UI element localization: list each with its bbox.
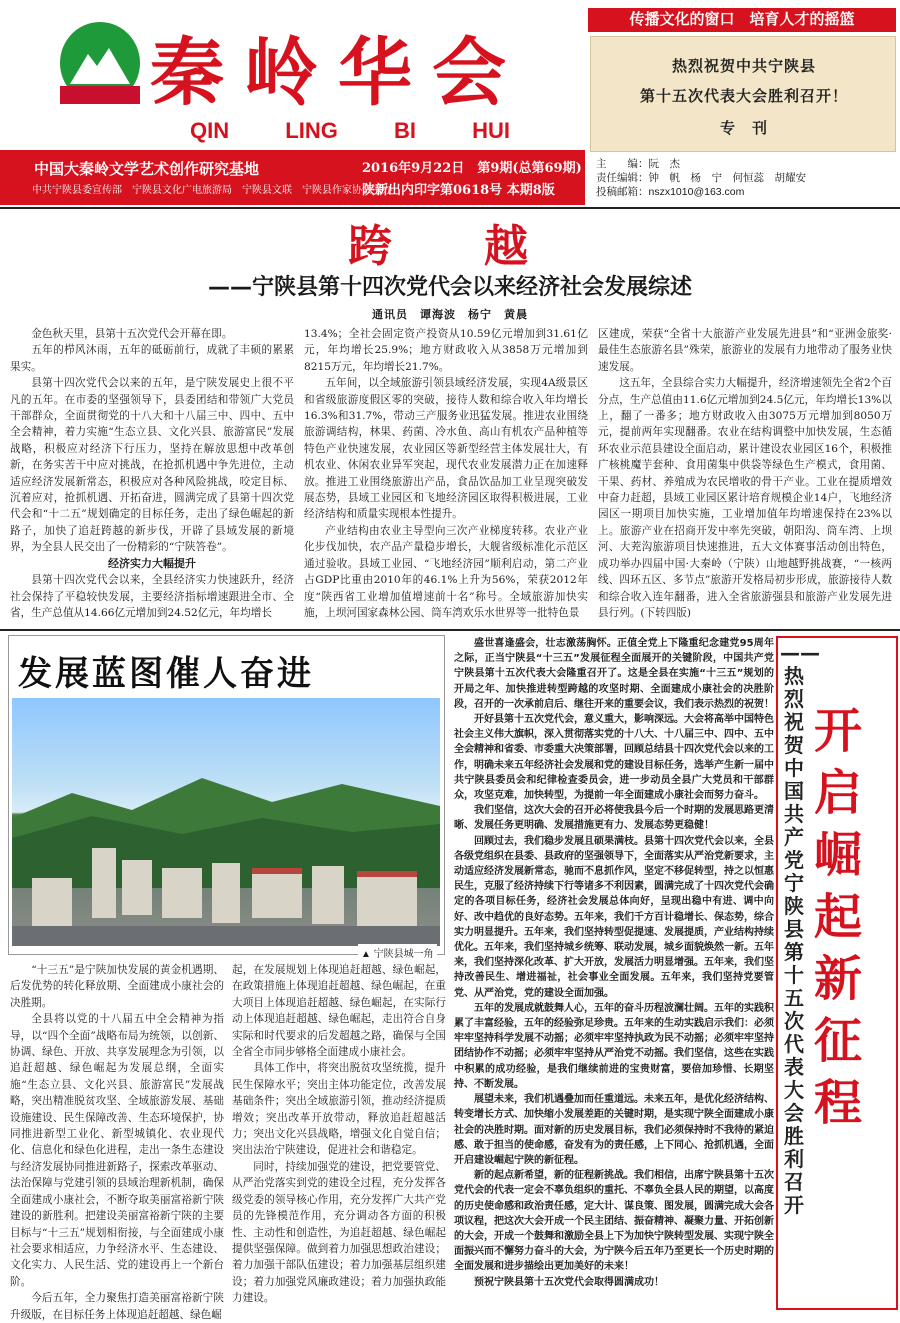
newspaper-title: 秦岭华会 — [150, 30, 526, 116]
staff-email: 投稿邮箱：nszx1010@163.com — [596, 186, 745, 198]
paragraph: 回顾过去，我们稳步发展且硕果满枝。县第十四次党代会以来，全县各级党组织在县委、县政府的坚强领导下，全面落实从严治党新要求，主动适应经济发展新常态，驰而不息抓作风，坚定不移促转型，持之以恒惠民生，克服了经济持续下行等诸多不利因素，圆满完成了十四次党代会确定的各项目标任务，经济社会发展总体向好，呈现出稳中有进、调中向好、改中趋优的良好态势。五年来，我们千方百计稳增长、保态势，综合实力明显提升。五年来，我们坚持转型促提速、发展提质，产业结构持续优化。五年来，我们坚持城乡统筹、联动发展，城乡面貌焕然一新。五年来，我们坚持深化改革、扩大开放，发展活力明显增强。五年来，我们坚持改善民生、增进福祉，社会事业全面发展。五年来，我们坚持党要管党、从严治党，党的建设全面加强。 — [454, 835, 774, 999]
newspaper-title-en — [190, 118, 510, 144]
slogan-bar: 传播文化的窗口 培育人才的摇篮 — [588, 8, 896, 32]
org-sponsors: 中共宁陕县委宣传部 宁陕县文化广电旅游局 宁陕县文联 宁陕县作家协会主办 — [32, 185, 392, 196]
title-en-word: HUI — [472, 118, 510, 143]
masthead — [0, 0, 900, 205]
article-subhead: ——宁陕县第十四次党代会以来经济社会发展综述 — [207, 275, 692, 300]
paragraph: 具体工作中，将突出脱贫攻坚统揽，提升民生保障水平；突出主体功能定位，改善发展基础条件；突出全域旅游引领，推动经济提质增效；突出改革开放带动，释放追赶超越活力；突出文化兴县战略，增强文化自觉自信；突出法治宁陕建设，促进社会和谐稳定。 — [232, 1062, 446, 1157]
paragraph: 起，在发展规划上体现追赶超越、绿色崛起，在政策措施上体现追赶超越、绿色崛起，在重大项目上体现追赶超越、绿色崛起，在实际行动上体现追赶超越、绿色崛起，走出符合自身实际和时代要求的后发超越之路，确保与全国全省全市同步够格全面建成小康社会。 — [232, 964, 446, 1059]
editorial-text — [454, 636, 774, 1308]
paragraph: 五年的栉风沐雨，五年的砥砺前行，成就了丰硕的累累果实。 — [10, 344, 294, 373]
issue-registration: 陕新出内印字第0618号 本期8版 — [362, 183, 555, 198]
paragraph: “十三五”是宁陕加快发展的黄金机遇期、后发优势的转化释放期、全面建成小康社会的决胜期。 — [10, 964, 224, 1009]
article-byline: 通讯员 谭海波 杨宁 黄晨 — [372, 308, 528, 321]
section-subhead: 经济实力大幅提升 — [108, 556, 196, 570]
article-column-1 — [10, 326, 294, 626]
congrats-line: 热烈祝贺中共宁陕县 — [671, 57, 816, 75]
issue-date: 2016年9月22日 第9期(总第69期) — [362, 161, 582, 176]
paragraph: 五年的发展成就鼓舞人心，五年的奋斗历程波澜壮阔。五年的实践积累了丰富经验，五年的经验弥足珍贵。五年来的生动实践启示我们：必须牢牢坚持科学发展不动摇；必须牢牢坚持执政为民不动摇；必须牢牢坚持团结协作不动摇；必须牢牢坚持从严治党不动摇。我们坚信，这些在实践中积累的成功经验，是我们继续前进的宝贵财富，要倍加珍惜、长期坚持、不断发展。 — [454, 1002, 774, 1090]
lower-article-column-1 — [10, 962, 224, 1321]
section-divider — [0, 629, 900, 631]
town-scene-illustration — [12, 698, 440, 946]
staff-editor-in-chief: 主 编：阮 杰 — [596, 158, 680, 170]
county-town-photo — [12, 698, 440, 946]
article-column-3 — [598, 326, 892, 626]
paragraph: 展望未来，我们机遇叠加而任重道远。未来五年，是优化经济结构、转变增长方式、加快缩小发展差距的关键时期，是实现宁陕全面建成小康社会的决胜时期。面对新的历史发展目标，我们必须保持时不我待的紧迫感、敢于担当的使命感，奋发有为的责任感，上下同心、抢抓机遇，全面开启建设崛起宁陕的新征程。 — [454, 1094, 774, 1166]
paragraph: 县第十四次党代会以来，全县经济实力快速跃升，经济社会保持了平稳较快发展，主要经济指标增速跟进全市、全省，生产总值从14.66亿元增加到24.52亿元，年均增长 — [10, 574, 294, 619]
article-column-2 — [304, 326, 588, 626]
paragraph: 开好县第十五次党代会，意义重大，影响深远。大会将高举中国特色社会主义伟大旗帜，深入贯彻落实党的十八大、十八届三中、四中、五中全会精神和省委、市委重大决策部署，回顾总结县十四次党代会以来的工作，明确未来五年经济社会发展和党的建设目标任务，选举产生新一届中共宁陕县委员会和纪律检查委员会，进一步动员全县广大党员和干部群众，攻坚克难，加快转型，为提前一年全面建成小康社会而努力奋斗。 — [454, 714, 774, 802]
congrats-line: 第十五次代表大会胜利召开！ — [639, 87, 848, 105]
paragraph: 同时，持续加强党的建设，把党要管党、从严治党落实到党的建设全过程，充分发挥各级党委的领导核心作用，充分发挥广大共产党员的先锋模范作用，充分调动各方面的积极性、主动性和创造性，为追赶超越、绿色崛起提供坚强保障。做到着力加强思想政治建设；着力加强干部队伍建设；着力加强基层组织建设；着力加强党风廉政建设；着力加强执政能力建设。 — [232, 1160, 446, 1305]
paragraph: 产业结构由农业主导型向三次产业梯度转移。农业产业化步伐加快，农产品产量稳步增长，大舰省级标准化示范区通过验收。县域工业园、“飞地经济园”顺利启动，第二产业占GDP比重由2010年的46.1%上升为56%，荣获2012年度“陕西省工业增加值增速前十名”称号。全域旅游加快实施，上坝河国家森林公园、筒车湾欢乐水世界等一批特色景 — [304, 524, 588, 619]
editorial-vertical-headline: 开启崛起新征程 — [813, 703, 862, 1131]
paragraph: 金色秋天里，县第十五次党代会开幕在即。 — [31, 328, 233, 340]
title-en-word: QIN — [190, 118, 230, 143]
paragraph: 全县将以党的十八届五中全会精神为指导，以“四个全面”战略布局为统领，以创新、协调、绿色、开放、共享发展理念为引领，以追赶超越、绿色崛起为发展总纲，全面实施“生态立县、文化兴县、旅游富民”发展战略，突出精准脱贫攻坚、全域旅游发展、基础设施建设、民生保障改善、生态环境保护，协同推进新型工业化、新型城镇化、农业现代化、信息化和绿色化进程，走出一条生态建设与经济发展协同推进新路子，探索改革驱动、法治保障与党建引领的县域治理新机制，确保全面建成小康社会，不断夺取美丽富裕新宁陕建设的新胜利。把建设美丽富裕新宁陕的主要目标与“十三五”规划相衔接，与全面建成小康社会要求相适应，力争经济水平、生态建设、文化实力、人民生活、党的建设再上一个新台阶。 — [10, 1013, 224, 1288]
paragraph: 我们坚信，这次大会的召开必将使我县今后一个时期的发展思路更清晰、发展任务更明确、发展措施更有力、发展态势更稳健！ — [454, 805, 774, 832]
editorial-vertical-subtitle: ——热烈祝贺中国共产党宁陕县第十五次代表大会胜利召开 — [780, 641, 820, 1217]
lower-article-column-2 — [232, 962, 446, 1312]
paragraph: 区建成，荣获“全省十大旅游产业发展先进县”和“亚洲金旅奖·最佳生态旅游名县”殊荣，旅游业的发展有力地带动了服务业快速发展。 — [598, 328, 892, 373]
photo-section-title: 发展蓝图催人奋进 — [18, 654, 314, 694]
staff-editors: 责任编辑：钟 帆 杨 宁 何恒蕊 胡耀安 — [596, 172, 806, 184]
paragraph: 新的起点新希望，新的征程新挑战。我们相信，出席宁陕县第十五次党代会的代表一定会不辜负组织的重托、不辜负全县人民的期望，以高度的历史使命感和政治责任感，定大计、谋良策、图发展，圆满完成大会各项议程，把这次大会开成一个民主团结、振奋精神、凝聚力量、开拓创新的大会，开成一个鼓舞和激励全县上下为加快宁陕转型发展、实现宁陕全面振兴而不懈努力奋斗的大会，为宁陕今后五年乃至更长一个历史时期的全面发展和进步描绘出更加美好的未来！ — [454, 1170, 774, 1273]
staff-list — [596, 157, 896, 199]
newspaper-logo-icon — [60, 22, 140, 104]
article-headline: 跨 越 — [348, 221, 552, 272]
paragraph: 13.4%；全社会固定资产投资从10.59亿元增加到31.61亿元，年均增长25.9%；地方财政收入从3858万元增加到8215万元，年均增长21.7%。 — [304, 328, 588, 373]
paragraph: 这五年，全县综合实力大幅提升，经济增速领先全省2个百分点，生产总值由11.6亿元增加到24.5亿元，年均增长13%以上，翻了一番多；地方财政收入由3075万元增加到8050万元，提前两年实现翻番。农业在结构调整中加快发展，生态循环农业示范县建设全面启动，累计建设农业园区16个，积极推广核桃魔芋套种、食用菌集中供袋等绿色生产模式，食用菌、干果、药材、养殖成为农民增收的骨干产业。工业在提质增效中奋力赶超，县域工业园区累计培育规模企业14户，飞地经济园区一期项目加快实施，工业增加值年均增速保持在23%以上。旅游产业在招商开发中率先突破，朝阳沟、筒车湾、上坝河、大茺沟旅游项目快速推进，五大文体赛事活动创出特色，成功举办四届中国·大秦岭（宁陕）山地越野挑战赛，“一核两线、四环五区、多节点”旅游开发格局初步形成，旅游接待人数和综合收入连年翻番，进入全省旅游强县和旅游产业发展先进县行列。(下转四版) — [598, 377, 892, 619]
paragraph: 县第十四次党代会以来的五年，是宁陕发展史上很不平凡的五年。在市委的坚强领导下，县委团结和带领广大党员干部群众，全面贯彻党的十八大和十八届三中、四中、五中全会精神，着力实施“生态立县、文化兴县、旅游富民”发展战略，积极应对经济下行压力，坚持在解放思想中改革创新，在务实苦干中应对挑战，在抢抓机遇中争先进位，主动适应经济发展新常态，积极应对各种风险挑战，咬定目标、沉着应对，抢抓机遇、开拓奋进，圆满完成了县第十四次党代会和“十二五”规划确定的目标任务，走出了绿色崛起的新路子，加快了追赶跨越的新步伐，开辟了县域发展的新境界，为全县人民交出了一份精彩的“宁陕答卷”。 — [10, 377, 294, 554]
title-en-word: LING — [285, 118, 338, 143]
paragraph: 预祝宁陕县第十五次党代会取得圆满成功！ — [474, 1276, 664, 1288]
paragraph: 今后五年，全力聚焦打造美丽富裕新宁陕升级版，在目标任务上体现追赶超越、绿色崛 — [10, 1292, 224, 1321]
org-name: 中国大秦岭文学艺术创作研究基地 — [34, 161, 260, 178]
paragraph: 盛世喜逢盛会，壮志激荡胸怀。正值全党上下隆重纪念建党95周年之际，正当宁陕县“十三五”发展征程全面展开的关键阶段，中国共产党宁陕县第十五次代表大会隆重召开了。这是全县在实施“十三五”规划的开局之年、加快推进转型跨越的攻坚时期、全面建成小康社会的决胜阶段，召开的一次承前启后、继往开来的重要会议，我们表示热烈的祝贺！ — [454, 638, 774, 710]
congrats-box — [590, 36, 896, 152]
masthead-divider — [0, 207, 900, 209]
photo-caption: ▲ 宁陕县城一角 — [358, 944, 437, 961]
special-issue-label: 专 刊 — [719, 119, 768, 137]
paragraph: 五年间，以全域旅游引领县域经济发展，实现4A级景区和省级旅游度假区零的突破，接待人数和综合收入年均增长16.3%和31.7%，带动三产服务业迅猛发展。推进农业围绕旅游调结构，林果、药菌、冷水鱼、高山有机农产品种植等特色产业快速发展，农业园区等新型经营主体发展壮大，有机农业、休闲农业异军突起，现代农业发展潜力正在加速释放。推进工业围绕旅游出产品，食品饮品加工业呈现突破发展态势，县域工业园区和飞地经济园区取得积极进展，工业经济结构和质量实现根本性提升。 — [304, 377, 588, 521]
title-en-word: BI — [393, 118, 416, 143]
